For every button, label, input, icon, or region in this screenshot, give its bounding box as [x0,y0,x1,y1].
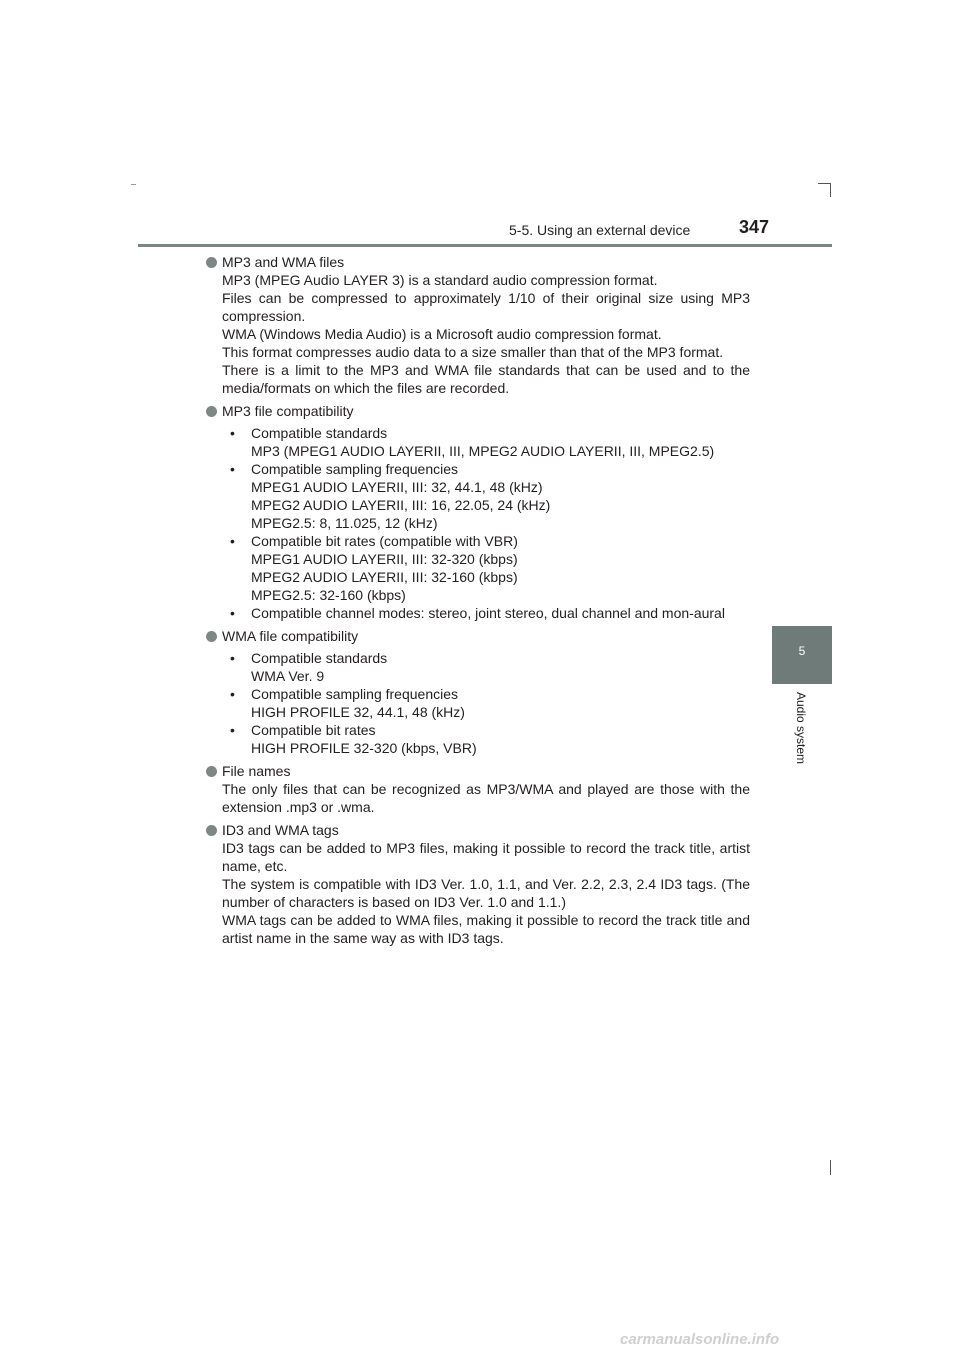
list-bullet: • [230,533,235,549]
list-item [222,604,750,622]
crop-mark [830,183,831,197]
section-heading: WMA file compatibility [222,628,359,644]
list-item-label: Compatible bit rates (compatible with VBR) [251,533,518,549]
list-item-detail: MPEG2 AUDIO LAYERII, III: 16, 22.05, 24 (kHz) [251,497,551,513]
section-mp3-compatibility [222,402,750,622]
list-bullet: • [230,605,235,621]
page-number: 347 [739,217,770,237]
list-item-detail: MP3 (MPEG1 AUDIO LAYERII, III, MPEG2 AUDIO LAYERII, III, MPEG2.5) [251,443,715,459]
paragraph: The only files that can be recognized as MP3/WMA and played are those with the extension .mp3 or .wma. [222,781,750,815]
list-item [222,685,750,721]
list-item-detail: MPEG1 AUDIO LAYERII, III: 32-320 (kbps) [251,551,518,567]
list-item [222,532,750,604]
list-item-label: Compatible channel modes: stereo, joint stereo, dual channel and mon-aural [251,605,725,621]
section-file-names [222,762,750,816]
list-item-label: Compatible standards [251,425,388,441]
list-item-detail: HIGH PROFILE 32-320 (kbps, VBR) [251,740,477,756]
bullet-icon [206,406,217,417]
paragraph: There is a limit to the MP3 and WMA file standards that can be used and to the media/formats on which the files are recorded. [222,362,750,396]
section-heading: ID3 and WMA tags [222,822,339,838]
watermark: carmanualsonline.info [620,1331,780,1348]
list-item [222,424,750,460]
list-item-label: Compatible standards [251,650,388,666]
section-id3-wma-tags [222,821,750,947]
paragraph: The system is compatible with ID3 Ver. 1.0, 1.1, and Ver. 2.2, 2.3, 2.4 ID3 tags. (The number of characters is based on ID3 Ver. 1.0 and 1.1.) [222,876,750,910]
list-item-detail: MPEG1 AUDIO LAYERII, III: 32, 44.1, 48 (kHz) [251,479,543,495]
paragraph: Files can be compressed to approximately 1/10 of their original size using MP3 compression. [222,290,750,324]
chapter-label: Audio system [794,692,808,765]
list-item-label: Compatible bit rates [251,722,376,738]
chapter-tab [772,626,832,684]
list-item-detail: MPEG2 AUDIO LAYERII, III: 32-160 (kbps) [251,569,518,585]
list-item-detail: WMA Ver. 9 [251,668,325,684]
chapter-number: 5 [798,644,806,658]
list-item [222,460,750,532]
list-item-detail: MPEG2.5: 32-160 (kbps) [251,587,406,603]
paragraph: WMA (Windows Media Audio) is a Microsoft audio compression format. [222,326,662,342]
list-item-detail: MPEG2.5: 8, 11.025, 12 (kHz) [251,515,438,531]
paragraph: WMA tags can be added to WMA files, making it possible to record the track title and artist name in the same way as with ID3 tags. [222,912,750,946]
list-item-label: Compatible sampling frequencies [251,686,458,702]
bullet-icon [206,825,217,836]
list-bullet: • [230,686,235,702]
list-item [222,649,750,685]
chapter-label-area [776,684,826,794]
bullet-icon [206,257,217,268]
list-bullet: • [230,722,235,738]
crop-mark [830,1160,831,1175]
section-wma-compatibility [222,627,750,757]
list-item-detail: HIGH PROFILE 32, 44.1, 48 (kHz) [251,704,465,720]
section-mp3-wma-files [222,253,750,397]
spec-list [222,649,750,757]
spec-list [222,424,750,622]
bullet-icon [206,766,217,777]
list-bullet: • [230,650,235,666]
section-title: 5-5. Using an external device [509,222,691,238]
list-bullet: • [230,425,235,441]
section-heading: MP3 file compatibility [222,403,354,419]
page-header [138,217,831,245]
paragraph: MP3 (MPEG Audio LAYER 3) is a standard audio compression format. [222,272,658,288]
list-item-label: Compatible sampling frequencies [251,461,458,477]
crop-mark [131,184,136,185]
main-content [222,253,750,952]
bullet-icon [206,631,217,642]
section-heading: File names [222,763,291,779]
list-bullet: • [230,461,235,477]
paragraph: ID3 tags can be added to MP3 files, making it possible to record the track title, artist name, etc. [222,840,750,874]
section-heading: MP3 and WMA files [222,254,345,270]
header-rule [138,244,832,247]
paragraph: This format compresses audio data to a size smaller than that of the MP3 format. [222,344,724,360]
list-item [222,721,750,757]
